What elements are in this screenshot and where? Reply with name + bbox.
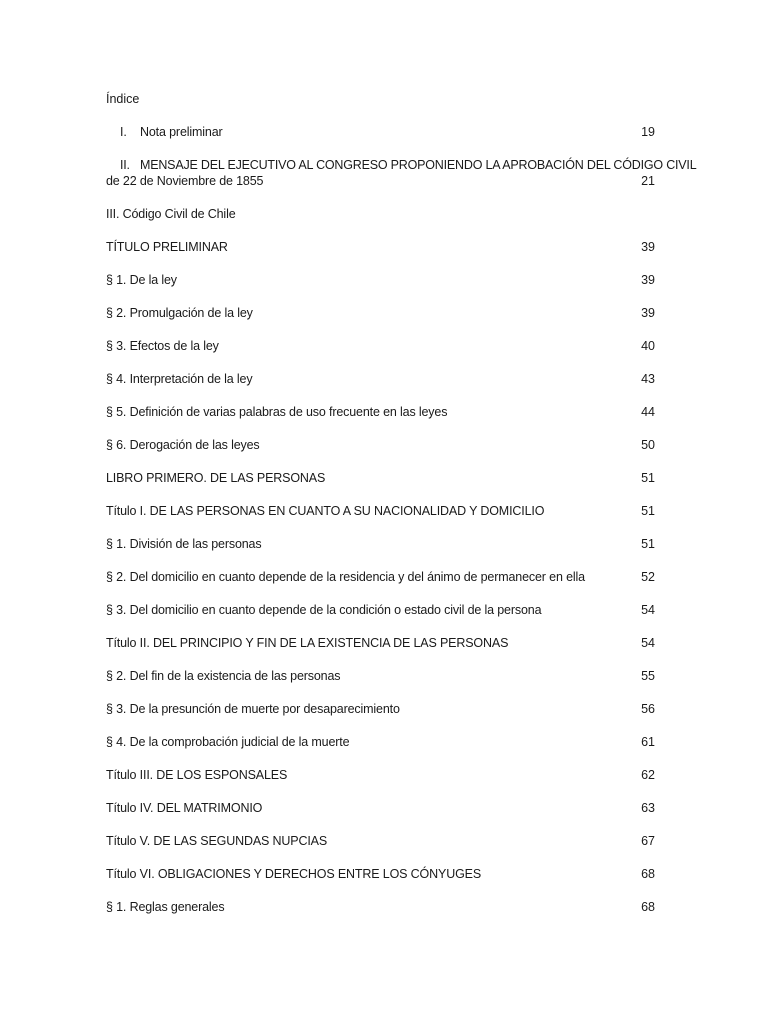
toc-page-number: 51 xyxy=(641,537,655,551)
toc-entry xyxy=(106,899,656,915)
toc-entry-label: § 3. Efectos de la ley xyxy=(106,339,219,353)
toc-page-number: 51 xyxy=(641,504,655,518)
toc-page-number: 67 xyxy=(641,834,655,848)
toc-entry-label: § 1. Reglas generales xyxy=(106,900,225,914)
toc-page-number: 19 xyxy=(641,125,655,139)
toc-page-number: 54 xyxy=(641,603,655,617)
toc-entry-label: § 1. De la ley xyxy=(106,273,177,287)
toc-entry xyxy=(106,800,656,816)
index-heading: Índice xyxy=(106,92,140,106)
toc-page-number: 40 xyxy=(641,339,655,353)
toc-entry-number: II. xyxy=(120,158,130,172)
toc-entry-label xyxy=(106,157,697,173)
toc-entry-label: Título III. DE LOS ESPONSALES xyxy=(106,768,288,782)
toc-entry xyxy=(106,404,656,420)
toc-page-number: 43 xyxy=(641,372,655,386)
toc-entry xyxy=(106,206,656,222)
toc-entry-label: § 5. Definición de varias palabras de uso frecuente en las leyes xyxy=(106,405,448,419)
toc-entry-label: LIBRO PRIMERO. DE LAS PERSONAS xyxy=(106,471,326,485)
toc-page-number: 39 xyxy=(641,240,655,254)
toc-page-number: 51 xyxy=(641,471,655,485)
toc-page-number: 21 xyxy=(641,174,655,188)
toc-page-number: 39 xyxy=(641,273,655,287)
toc-entry-label: § 3. Del domicilio en cuanto depende de la condición o estado civil de la persona xyxy=(106,603,542,617)
toc-entry xyxy=(106,635,656,651)
toc-entry-label: Título VI. OBLIGACIONES Y DERECHOS ENTRE LOS CÓNYUGES xyxy=(106,867,482,881)
toc-entry-label: § 4. De la comprobación judicial de la muerte xyxy=(106,735,350,749)
toc-entry xyxy=(106,305,656,321)
toc-entry-text-continued: de 22 de Noviembre de 1855 xyxy=(106,174,264,188)
toc-entry xyxy=(106,866,656,882)
toc-entry-label: TÍTULO PRELIMINAR xyxy=(106,240,228,254)
toc-entry-text: Nota preliminar xyxy=(140,125,223,139)
toc-entry-label: § 2. Promulgación de la ley xyxy=(106,306,253,320)
toc-page-number: 56 xyxy=(641,702,655,716)
toc-page-number: 39 xyxy=(641,306,655,320)
toc-entry xyxy=(106,437,656,453)
toc-entry-label: § 1. División de las personas xyxy=(106,537,262,551)
toc-entry xyxy=(106,767,656,783)
toc-entry xyxy=(106,371,656,387)
toc-page-number: 63 xyxy=(641,801,655,815)
toc-entry-label xyxy=(106,124,656,140)
toc-page-number: 54 xyxy=(641,636,655,650)
toc-entry-label: § 4. Interpretación de la ley xyxy=(106,372,253,386)
toc-entry xyxy=(106,503,656,519)
toc-entry-label: § 6. Derogación de las leyes xyxy=(106,438,260,452)
toc-entry xyxy=(106,569,656,585)
toc-page-number: 55 xyxy=(641,669,655,683)
toc-page-number: 62 xyxy=(641,768,655,782)
toc-entry xyxy=(106,157,697,189)
toc-entry-number: I. xyxy=(120,125,127,139)
table-of-contents xyxy=(106,124,697,932)
toc-entry-label: Título V. DE LAS SEGUNDAS NUPCIAS xyxy=(106,834,328,848)
toc-entry-label: § 2. Del fin de la existencia de las personas xyxy=(106,669,341,683)
toc-page-number: 52 xyxy=(641,570,655,584)
toc-entry xyxy=(106,239,656,255)
toc-page-number: 44 xyxy=(641,405,655,419)
toc-entry-label: Título II. DEL PRINCIPIO Y FIN DE LA EXISTENCIA DE LAS PERSONAS xyxy=(106,636,509,650)
toc-entry xyxy=(106,272,656,288)
toc-entry xyxy=(106,668,656,684)
toc-entry xyxy=(106,470,656,486)
toc-page-number: 50 xyxy=(641,438,655,452)
toc-entry xyxy=(106,124,656,140)
toc-entry xyxy=(106,338,656,354)
toc-entry xyxy=(106,833,656,849)
toc-entry-text: MENSAJE DEL EJECUTIVO AL CONGRESO PROPONIENDO LA APROBACIÓN DEL CÓDIGO CIVIL xyxy=(140,158,697,172)
toc-entry-label: § 3. De la presunción de muerte por desaparecimiento xyxy=(106,702,400,716)
toc-entry-label: § 2. Del domicilio en cuanto depende de la residencia y del ánimo de permanecer en ella xyxy=(106,570,585,584)
toc-page-number: 68 xyxy=(641,900,655,914)
toc-entry-label: III. Código Civil de Chile xyxy=(106,207,236,221)
toc-entry xyxy=(106,734,656,750)
toc-page-number: 68 xyxy=(641,867,655,881)
toc-entry xyxy=(106,602,656,618)
toc-entry-label: Título IV. DEL MATRIMONIO xyxy=(106,801,263,815)
toc-entry xyxy=(106,536,656,552)
toc-entry-label: Título I. DE LAS PERSONAS EN CUANTO A SU NACIONALIDAD Y DOMICILIO xyxy=(106,504,545,518)
toc-page-number: 61 xyxy=(641,735,655,749)
toc-entry xyxy=(106,701,656,717)
